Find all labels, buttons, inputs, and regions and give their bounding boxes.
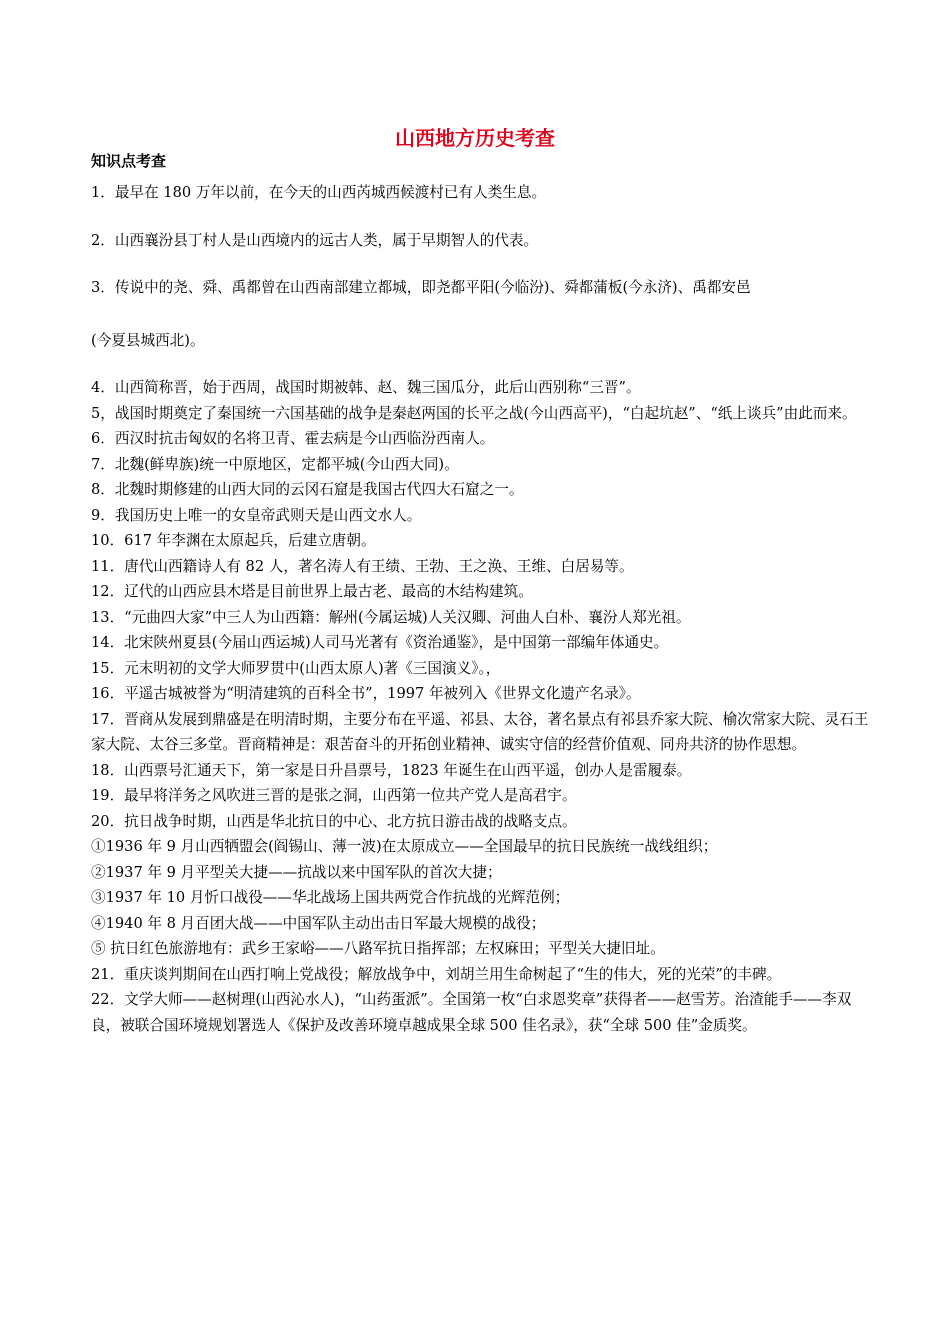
- list-item: 17．晋商从发展到鼎盛是在明清时期，主要分布在平遥、祁县、太谷，著名景点有祁县乔家大院、榆次常家大院、灵石王家大院、太谷三多堂。晋商精神是：艰苦奋斗的开拓创业精神、诚实守信的经营价值观、同舟共济的协作思想。: [91, 710, 869, 753]
- page-title: 山西地方历史考查: [395, 126, 555, 150]
- list-item: 16．平遥古城被誉为“明清建筑的百科全书”，1997 年被列入《世界文化遗产名录》。: [91, 685, 641, 702]
- list-item: 18．山西票号汇通天下，第一家是日升昌票号，1823 年诞生在山西平遥，创办人是雷履泰。: [91, 761, 692, 779]
- sub-list-item: ①1936 年 9 月山西牺盟会(阎锡山、薄一波)在太原成立——全国最早的抗日民族统一战线组织；: [91, 838, 718, 855]
- list-item: 20．抗日战争时期，山西是华北抗日的中心、北方抗日游击战的战略支点。: [91, 812, 577, 830]
- list-item-continuation: (今夏县城西北)。: [91, 331, 205, 349]
- list-item: 22．文学大师——赵树理(山西沁水人)，“山药蛋派”。全国第一枚“白求恩奖章”获得者——赵雪芳。治渣能手——李双良，被联合国环境规划署选人《保护及改善环境卓越成果全球 500 佳名录》，获“全球 500 佳”金质奖。: [91, 991, 852, 1034]
- section-heading: 知识点考查: [91, 152, 167, 170]
- list-item: 10．617 年李渊在太原起兵，后建立唐朝。: [91, 532, 376, 549]
- list-item: 19．最早将洋务之风吹进三晋的是张之洞，山西第一位共产党人是高君宇。: [91, 787, 577, 804]
- list-item: 11．唐代山西籍诗人有 82 人，著名涛人有王绩、王勃、王之涣、王维、白居易等。: [91, 557, 634, 575]
- sub-list-item: ③1937 年 10 月忻口战役——华北战场上国共两党合作抗战的光辉范例；: [91, 889, 570, 906]
- list-item: 1．最早在 180 万年以前，在今天的山西芮城西候渡村已有人类生息。: [91, 184, 547, 201]
- sub-list-item: ⑤ 抗日红色旅游地有：武乡王家峪——八路军抗日指挥部；左权麻田；平型关大捷旧址。: [91, 940, 665, 957]
- list-item: 3．传说中的尧、舜、禹都曾在山西南部建立都城，即尧都平阳(今临汾)、舜都蒲板(今永济)、禹都安邑: [91, 279, 751, 296]
- list-item: 2．山西襄汾县丁村人是山西境内的远古人类，属于早期智人的代表。: [91, 231, 539, 249]
- list-item: 7．北魏(鲜卑族)统一中原地区，定都平城(今山西大同)。: [91, 455, 459, 473]
- list-item: 12．辽代的山西应县木塔是目前世界上最古老、最高的木结构建筑。: [91, 583, 533, 600]
- sub-list-item: ④1940 年 8 月百团大战——中国军队主动出击日军最大规模的战役；: [91, 914, 546, 932]
- document-body: [91, 180, 871, 1038]
- list-item: 21．重庆谈判期间在山西打响上党战役；解放战争中，刘胡兰用生命树起了“生的伟大，死的光荣”的丰碑。: [91, 965, 782, 983]
- list-item: 8．北魏时期修建的山西大同的云冈石窟是我国古代四大石窟之一。: [91, 481, 524, 498]
- list-item: 6．西汉时抗击匈奴的名将卫青、霍去病是今山西临汾西南人。: [91, 430, 495, 447]
- list-item: 13．“元曲四大家”中三人为山西籍：解州(今属运城)人关汉卿、河曲人白朴、襄汾人郑光祖。: [91, 608, 691, 626]
- sub-list-item: ②1937 年 9 月平型关大捷——抗战以来中国军队的首次大捷；: [91, 863, 502, 881]
- list-item: 5，战国时期奠定了秦国统一六国基础的战争是秦赵两国的长平之战(今山西高平)，“白起坑赵”、“纸上谈兵”由此而来。: [91, 404, 857, 422]
- list-item: 4．山西简称晋，始于西周，战国时期被韩、赵、魏三国瓜分，此后山西别称“三晋”。: [91, 379, 641, 396]
- list-item: 9．我国历史上唯一的女皇帝武则天是山西文水人。: [91, 506, 422, 524]
- list-item: 15．元末明初的文学大师罗贯中(山西太原人)著《三国演义》。，: [91, 659, 501, 677]
- list-item: 14．北宋陕州夏县(今届山西运城)人司马光著有《资治通鉴》，是中国第一部编年体通史。: [91, 634, 669, 651]
